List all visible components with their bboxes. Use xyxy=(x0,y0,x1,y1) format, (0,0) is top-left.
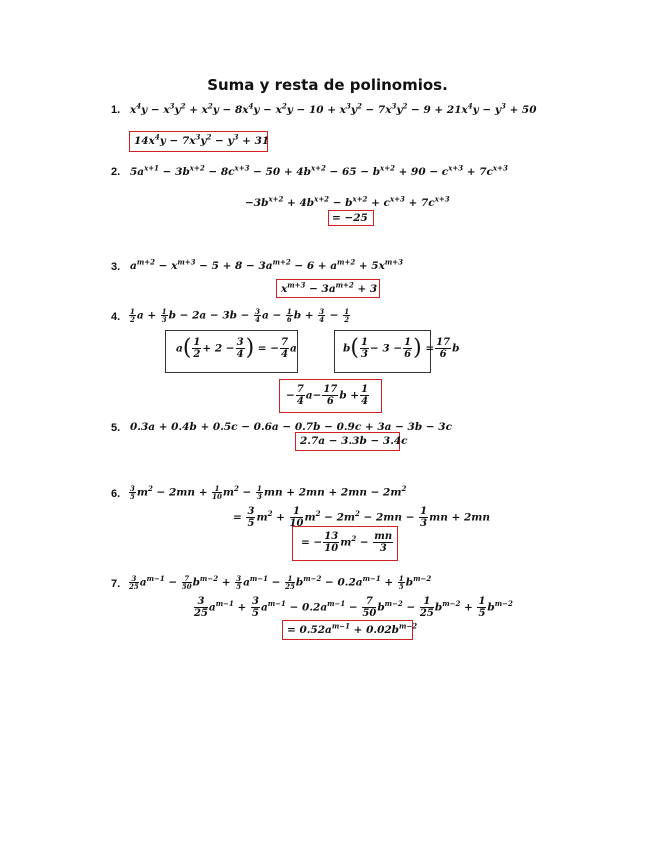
problem-4-answer: − $\frac{7}{4}$ a− $\frac{17}{6}$ b + $\frac{1}{4}$ xyxy=(286,384,369,407)
problem-number-1: 1. xyxy=(111,104,121,116)
problem-5-expression: 0.3a + 0.4b + 0.5c − 0.6a − 0.7b − 0.9c + 3a − 3b − 3c xyxy=(130,421,453,433)
problem-7-step: $\frac{3}{25}$ $a^{m-1}$ + $\frac{3}{5}$ $a^{m-1} - 0.2a^{m-1}$ − $\frac{7}{50}$ $b^{m-2}$ − $\frac{1}{25}$ $b^{m-2}$ + $\frac{1}{5}$ $b^{m-2}$ xyxy=(194,596,513,619)
problem-6-answer: = − $\frac{13}{10}$ $m^2$ − $\frac{mn}{3}$ xyxy=(301,531,393,554)
problem-1-expression: $x^4y - x^3y^2 + x^2y - 8x^4y - x^2y - 10 + x^3y^2 - 7x^3y^2 - 9 + 21x^4y - y^3 + 50$ xyxy=(130,101,537,116)
problem-number-6: 6. xyxy=(111,488,121,500)
problem-6-step: = $\frac{3}{5}$ $m^2$ + $\frac{1}{10}$ $m^2 - 2m^2 - 2mn$ − $\frac{1}{3}$ mn + 2mn xyxy=(233,506,491,529)
problem-2-answer: = −25 xyxy=(332,212,368,224)
problem-4-step-a: a( $\frac{1}{2}$ + 2 − $\frac{3}{4}$ ) = − $\frac{7}{4}$ a xyxy=(176,335,297,361)
problem-1-answer: $14x^4y - 7x^3y^2 - y^3 + 31$ xyxy=(134,132,270,147)
problem-number-3: 3. xyxy=(111,261,121,273)
problem-3-expression: $a^{m+2} - x^{m+3} - 5 + 8 - 3a^{m+2} - 6 + a^{m+2} + 5x^{m+3}$ xyxy=(130,257,404,272)
problem-7-answer: = $0.52a^{m-1} + 0.02b^{m-2}$ xyxy=(287,621,418,636)
problem-5-answer: 2.7a − 3.3b − 3.4c xyxy=(300,435,408,447)
problem-number-5: 5. xyxy=(111,422,121,434)
page-title: Suma y resta de polinomios. xyxy=(207,76,448,94)
problem-7-expression: $\frac{3}{25}$ $a^{m-1}$ − $\frac{7}{50}$ $b^{m-2}$ + $\frac{3}{5}$ $a^{m-1}$ − $\frac{1}{25}$ $b^{m-2} - 0.2a^{m-1}$ + $\frac{1}{5}$ $b^{m-2}$ xyxy=(129,574,432,591)
problem-4-expression: $\frac{1}{2}$ a + $\frac{1}{3}$ b − 2a − 3b − $\frac{3}{4}$ a − $\frac{1}{6}$ b + $\frac{3}{4}$ − $\frac{1}{2}$ xyxy=(130,307,350,324)
problem-number-7: 7. xyxy=(111,578,121,590)
problem-2-expression: $5a^{x+1} - 3b^{x+2} - 8c^{x+3} - 50 + 4b^{x+2} - 65 - b^{x+2} + 90 - c^{x+3} + 7c^{x+3}$ xyxy=(130,163,508,178)
problem-6-expression: $\frac{3}{5}$ $m^2 - 2mn$ + $\frac{1}{10}$ $m^2$ − $\frac{1}{3}$ mn + $2mn + 2mn - 2m^2$ xyxy=(130,484,407,501)
problem-number-4: 4. xyxy=(111,311,121,323)
problem-4-step-b: b( $\frac{1}{3}$ − 3 − $\frac{1}{6}$ ) = $\frac{17}{6}$ b xyxy=(343,335,460,361)
problem-3-answer: $x^{m+3} - 3a^{m+2} + 3$ xyxy=(281,280,378,295)
problem-2-step: $-3b^{x+2} + 4b^{x+2} - b^{x+2} + c^{x+3} + 7c^{x+3}$ xyxy=(245,194,450,209)
problem-number-2: 2. xyxy=(111,166,121,178)
